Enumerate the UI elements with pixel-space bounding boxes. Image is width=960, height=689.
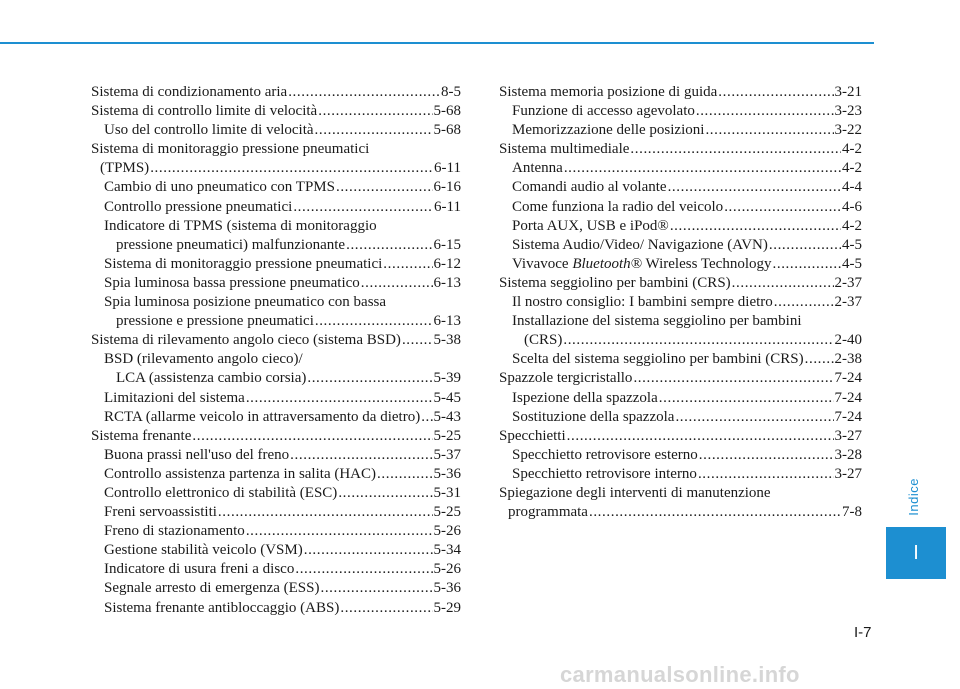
dot-leader	[307, 369, 432, 388]
index-entry-page: 4-5	[842, 236, 862, 253]
dot-leader	[246, 522, 433, 541]
index-entry-label: Sistema di rilevamento angolo cieco (sistema BSD)	[91, 332, 401, 349]
index-entry-label: Limitazioni del sistema	[104, 389, 245, 406]
index-entry-text: Spiegazione degli interventi di manutenzione	[499, 484, 771, 501]
dot-leader	[589, 503, 841, 522]
index-entry[interactable]	[499, 446, 862, 465]
index-entry[interactable]	[91, 178, 461, 197]
index-entry-label: Sistema frenante antibloccaggio (ABS)	[104, 599, 340, 616]
index-entry-label: Controllo pressione pneumatici	[104, 198, 293, 215]
index-entry-label: Il nostro consiglio: I bambini sempre dietro	[512, 294, 773, 311]
dot-leader	[773, 255, 842, 274]
dot-leader	[718, 83, 833, 102]
index-entry-label: Sistema seggiolino per bambini (CRS)	[499, 274, 731, 291]
dot-leader	[377, 465, 432, 484]
dot-leader	[402, 331, 433, 350]
index-entry-label: Specchietto retrovisore interno	[512, 465, 697, 482]
index-entry-label: Antenna	[512, 160, 563, 177]
index-entry-page: 2-40	[834, 332, 862, 349]
index-entry-page: 5-45	[433, 389, 461, 406]
dot-leader	[218, 503, 433, 522]
index-entry[interactable]	[499, 503, 862, 522]
dot-leader	[769, 236, 841, 255]
index-entry-label-part: Vivavoce	[512, 255, 573, 272]
dot-leader	[696, 102, 834, 121]
dot-leader	[192, 427, 432, 446]
index-entry-page: 5-26	[433, 523, 461, 540]
index-entry[interactable]	[499, 350, 862, 369]
dot-leader	[290, 446, 432, 465]
index-entry[interactable]	[91, 599, 461, 618]
index-entry[interactable]	[91, 255, 461, 274]
index-entry-label: Sistema memoria posizione di guida	[499, 84, 718, 100]
index-entry[interactable]	[91, 522, 461, 541]
dot-leader	[659, 389, 834, 408]
index-entry-page: 2-37	[834, 274, 862, 291]
index-entry-page: 5-68	[433, 122, 461, 139]
dot-leader	[668, 178, 841, 197]
section-tab[interactable]	[886, 527, 946, 579]
index-entry-page: 5-43	[433, 408, 461, 425]
index-entry-label: Gestione stabilità veicolo (VSM)	[104, 542, 303, 559]
index-entry-page: 5-68	[433, 103, 461, 120]
dot-leader	[724, 198, 841, 217]
index-entry[interactable]	[91, 579, 461, 598]
index-entry[interactable]	[499, 198, 862, 217]
dot-leader	[805, 350, 834, 369]
index-entry-page: 5-37	[433, 446, 461, 463]
watermark: carmanualsonline.info	[560, 662, 800, 687]
index-entry[interactable]	[499, 121, 862, 140]
dot-leader	[150, 159, 433, 178]
index-entry[interactable]	[91, 484, 461, 503]
dot-leader	[304, 541, 433, 560]
header-rule	[0, 42, 874, 44]
index-entry[interactable]	[499, 83, 862, 102]
index-entry-page: 4-6	[842, 198, 862, 215]
index-entry-label: (TPMS)	[100, 160, 150, 177]
index-entry-text: Installazione del sistema seggiolino per bambini	[512, 313, 802, 330]
index-entry-label	[512, 255, 772, 274]
index-entry-label: Segnale arresto di emergenza (ESS)	[104, 580, 320, 597]
index-entry-page: 6-11	[434, 198, 461, 215]
index-entry-label: Come funziona la radio del veicolo	[512, 198, 724, 215]
index-entry-label: programmata	[508, 504, 588, 521]
dot-leader	[670, 217, 841, 236]
index-entry-label: Uso del controllo limite di velocità	[104, 122, 314, 139]
index-entry-label: Cambio di uno pneumatico con TPMS	[104, 179, 335, 196]
index-entry-label: Controllo assistenza partenza in salita (HAC)	[104, 465, 377, 482]
dot-leader	[563, 331, 833, 350]
dot-leader	[421, 408, 432, 427]
index-entry-label: Indicatore di usura freni a disco	[104, 561, 295, 578]
index-entry-text: Sistema di monitoraggio pressione pneumatici	[91, 141, 370, 158]
index-entry-page: 6-13	[433, 274, 461, 291]
index-entry[interactable]	[499, 408, 862, 427]
index-entry[interactable]	[499, 140, 862, 159]
index-entry-label: LCA (assistenza cambio corsia)	[116, 370, 307, 387]
index-entry-page: 2-37	[834, 294, 862, 311]
index-entry-page: 8-5	[441, 84, 461, 100]
index-entry-label: Spia luminosa bassa pressione pneumatico	[104, 274, 360, 291]
index-entry[interactable]	[91, 503, 461, 522]
dot-leader	[698, 465, 834, 484]
dot-leader	[295, 560, 432, 579]
dot-leader	[336, 178, 433, 197]
index-entry[interactable]	[499, 293, 862, 312]
dot-leader	[315, 312, 433, 331]
index-entry-label-part: Wireless Technology	[642, 255, 772, 272]
index-entry-label: Sistema di condizionamento aria	[91, 84, 288, 100]
dot-leader	[288, 83, 440, 102]
index-entry[interactable]	[91, 274, 461, 293]
index-entry-page: 5-36	[433, 465, 461, 482]
index-entry-label: Ispezione della spazzola	[512, 389, 658, 406]
index-entry[interactable]	[499, 102, 862, 121]
dot-leader	[320, 579, 432, 598]
index-entry[interactable]	[91, 446, 461, 465]
dot-leader	[293, 198, 433, 217]
index-entry-page: 5-25	[433, 504, 461, 521]
index-entry-label: Freni servoassistiti	[104, 504, 217, 521]
index-entry-page: 2-38	[834, 351, 862, 368]
index-entry[interactable]	[91, 369, 461, 388]
index-entry-page: 5-34	[433, 542, 461, 559]
index-entry-page: 5-36	[433, 580, 461, 597]
index-entry-label: Specchietto retrovisore esterno	[512, 446, 698, 463]
index-entry-page: 3-22	[834, 122, 862, 139]
dot-leader	[675, 408, 833, 427]
index-entry[interactable]	[499, 255, 862, 274]
index-entry-label: Comandi audio al volante	[512, 179, 667, 196]
index-entry-label: Sistema multimediale	[499, 141, 630, 158]
index-entry-page: 3-27	[834, 465, 862, 482]
index-entry-page: 7-8	[842, 504, 862, 521]
index-entry-page: 6-16	[433, 179, 461, 196]
index-entry-page: 5-26	[433, 561, 461, 578]
dot-leader	[318, 102, 432, 121]
index-entry-label: Scelta del sistema seggiolino per bambini (CRS)	[512, 351, 804, 368]
dot-leader	[633, 369, 833, 388]
index-entry-label: Spazzole tergicristallo	[499, 370, 633, 387]
index-entry-page: 6-12	[433, 255, 461, 272]
dot-leader	[340, 599, 432, 618]
dot-leader	[246, 389, 433, 408]
index-entry-page: 4-2	[842, 217, 862, 234]
index-entry-page: 3-23	[834, 103, 862, 120]
index-entry-page: 5-29	[433, 599, 461, 616]
index-entry-label: Sistema di controllo limite di velocità	[91, 103, 318, 120]
dot-leader	[383, 255, 432, 274]
section-tab-letter: I	[913, 541, 919, 564]
index-entry-label: (CRS)	[524, 332, 563, 349]
index-entry-label: pressione pneumatici) malfunzionante	[116, 236, 346, 253]
index-entry-label: Sistema Audio/Video/ Navigazione (AVN)	[512, 236, 768, 253]
page-number: I-7	[854, 624, 872, 641]
index-entry-page: 3-28	[834, 446, 862, 463]
index-entry[interactable]	[499, 389, 862, 408]
index-entry[interactable]	[91, 541, 461, 560]
index-entry-label: Buona prassi nell'uso del freno	[104, 446, 290, 463]
index-entry-page: 3-27	[834, 427, 862, 444]
index-entry-page: 4-5	[842, 255, 862, 272]
index-entry[interactable]	[91, 121, 461, 140]
dot-leader	[699, 446, 834, 465]
dot-leader	[346, 236, 432, 255]
index-entry-page: 5-38	[433, 332, 461, 349]
index-entry-page: 5-39	[433, 370, 461, 387]
index-entry-page: 4-2	[842, 141, 862, 158]
dot-leader	[315, 121, 433, 140]
index-entry[interactable]	[499, 159, 862, 178]
index-entry[interactable]	[91, 408, 461, 427]
dot-leader	[630, 140, 841, 159]
index-entry-label: Freno di stazionamento	[104, 523, 245, 540]
index-entry-label: Porta AUX, USB e iPod®	[512, 217, 669, 234]
index-entry[interactable]	[91, 102, 461, 121]
index-entry-page: 7-24	[834, 408, 862, 425]
index-entry-page: 5-31	[433, 484, 461, 501]
index-entry-page: 5-25	[433, 427, 461, 444]
index-entry[interactable]	[499, 331, 862, 350]
index-entry[interactable]	[499, 369, 862, 388]
index-entry-page: 6-15	[433, 236, 461, 253]
dot-leader	[732, 274, 834, 293]
index-column-left	[91, 83, 461, 618]
index-entry-label-italic: Bluetooth®	[572, 255, 643, 272]
index-entry[interactable]	[91, 159, 461, 178]
index-entry-page: 7-24	[834, 389, 862, 406]
index-entry[interactable]	[91, 236, 461, 255]
index-entry[interactable]	[499, 427, 862, 446]
index-entry[interactable]	[91, 465, 461, 484]
index-entry-page: 3-21	[834, 84, 862, 100]
index-entry-label: Funzione di accesso agevolato	[512, 103, 695, 120]
index-entry[interactable]	[91, 560, 461, 579]
index-entry[interactable]	[499, 274, 862, 293]
index-entry-label: Controllo elettronico di stabilità (ESC)	[104, 484, 338, 501]
index-entry[interactable]	[91, 83, 461, 102]
index-entry-text: Spia luminosa posizione pneumatico con bassa	[104, 294, 387, 311]
index-column-right	[499, 83, 862, 522]
dot-leader	[361, 274, 433, 293]
index-entry[interactable]	[499, 217, 862, 236]
index-entry-label: pressione e pressione pneumatici	[116, 313, 314, 330]
index-entry[interactable]	[499, 178, 862, 197]
index-entry-label: RCTA (allarme veicolo in attraversamento da dietro)	[104, 408, 421, 425]
dot-leader	[705, 121, 833, 140]
index-entry[interactable]	[91, 312, 461, 331]
section-label: Indice	[906, 478, 921, 516]
index-entry-text: Indicatore di TPMS (sistema di monitoraggio	[104, 217, 377, 234]
index-entry-label: Sostituzione della spazzola	[512, 408, 675, 425]
dot-leader	[338, 484, 432, 503]
index-entry-page: 6-11	[434, 160, 461, 177]
index-entry-label: Sistema frenante	[91, 427, 192, 444]
index-entry[interactable]	[499, 236, 862, 255]
index-entry[interactable]	[91, 331, 461, 350]
dot-leader	[567, 427, 834, 446]
index-entry-label: Specchietti	[499, 427, 566, 444]
index-entry-text: BSD (rilevamento angolo cieco)/	[104, 351, 303, 368]
index-entry[interactable]	[91, 427, 461, 446]
index-entry-page: 6-13	[433, 313, 461, 330]
dot-leader	[774, 293, 834, 312]
index-entry[interactable]	[91, 389, 461, 408]
dot-leader	[564, 159, 841, 178]
index-entry-label: Memorizzazione delle posizioni	[512, 122, 705, 139]
index-entry-page: 7-24	[834, 370, 862, 387]
index-entry[interactable]	[499, 465, 862, 484]
index-entry[interactable]	[91, 198, 461, 217]
index-entry-page: 4-4	[842, 179, 862, 196]
index-entry-page: 4-2	[842, 160, 862, 177]
index-entry-label: Sistema di monitoraggio pressione pneumatici	[104, 255, 383, 272]
